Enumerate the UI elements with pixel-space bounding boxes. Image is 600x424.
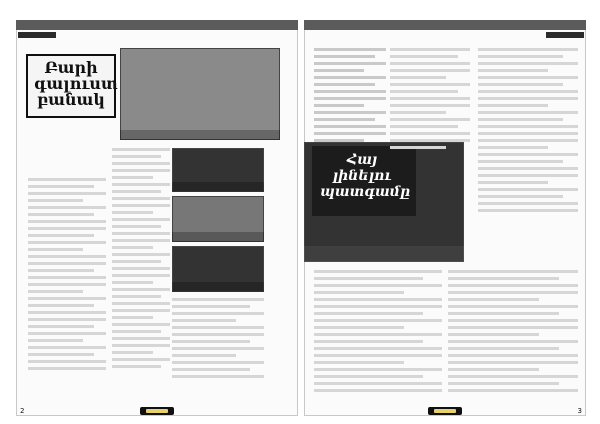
left-header-bar — [16, 20, 298, 30]
right-body-column-2 — [390, 48, 470, 153]
left-body-column-3 — [172, 298, 264, 382]
right-headline: Հայ լինելու պատգամը — [320, 152, 411, 200]
left-section-strip — [18, 32, 56, 38]
left-headline-box — [26, 54, 116, 118]
parade-photo-shadow — [120, 130, 280, 140]
ceremony-photo-shadow — [172, 182, 264, 192]
left-page-number: 2 — [20, 407, 25, 415]
publication-logo — [140, 407, 174, 415]
publication-logo-right — [428, 407, 462, 415]
left-body-column-1 — [28, 178, 106, 374]
right-body-column-3 — [478, 48, 578, 216]
soldiers-photo-shadow — [172, 232, 264, 242]
parade-photo — [120, 48, 280, 140]
portrait-photo-highlight — [304, 246, 464, 262]
right-page — [304, 20, 586, 416]
right-headline-box — [312, 146, 416, 216]
left-footer — [16, 406, 298, 416]
right-body-column-1 — [314, 48, 386, 146]
left-headline: Բարի գալուստ բանակ — [34, 58, 118, 109]
right-section-strip — [546, 32, 584, 38]
left-page — [16, 20, 298, 416]
right-body-lower-left — [314, 270, 442, 396]
right-body-lower-right — [448, 270, 578, 396]
left-body-column-2 — [112, 148, 170, 372]
right-header-bar — [304, 20, 586, 30]
soldiers-photo — [172, 196, 264, 242]
ceremony-photo — [172, 148, 264, 192]
formation-photo-shadow — [172, 282, 264, 292]
right-footer — [304, 406, 586, 416]
right-page-number: 3 — [577, 407, 582, 415]
formation-photo — [172, 246, 264, 292]
